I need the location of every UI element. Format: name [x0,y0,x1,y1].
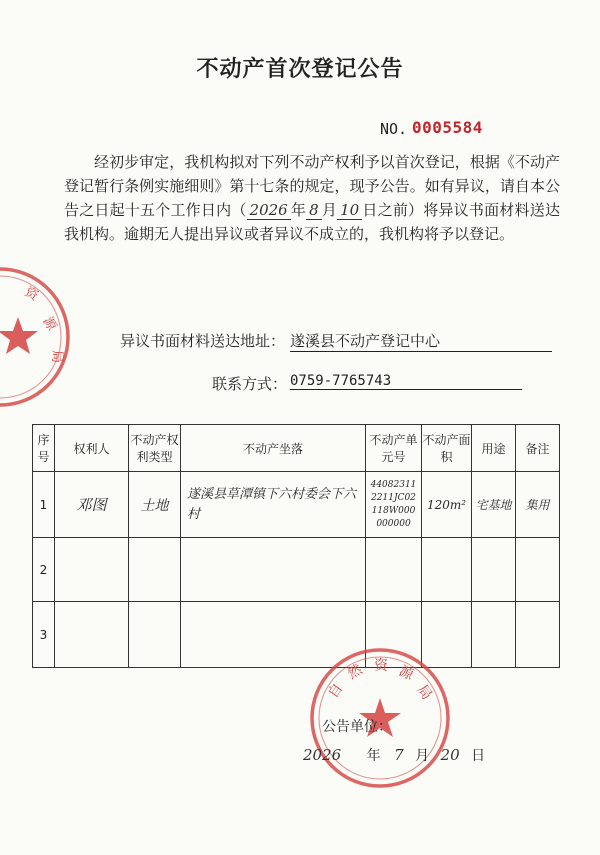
cell-use: 宅基地 [472,472,516,538]
svg-text:然: 然 [345,661,366,683]
cell-no: 1 [33,472,55,538]
page-title: 不动产首次登记公告 [196,57,404,82]
cell-holder [55,602,129,668]
date-day: 20 [440,746,460,764]
left-seal-text: 资 [22,284,41,304]
cell-no: 2 [33,538,55,602]
date-month-unit: 月 [415,748,430,764]
registration-table [32,424,560,668]
notice-body-lead: 经初步审定，我机构拟对下列不动产权利予以首次登记，根据《不动产登记暂行条例实施细则》第十七条的规定，现予公告。如有异议，请自本公告之日起十五个工作日内（ [64,153,560,219]
contact-value: 0759-7765743 [290,373,522,390]
svg-text:局: 局 [49,350,64,364]
notice-number: 0005584 [412,118,483,137]
cell-right-type [129,538,181,602]
deadline-year-unit: 年 [290,201,307,219]
cell-no: 3 [33,602,55,668]
svg-text:源: 源 [39,314,60,334]
publisher-label: 公告单位： [322,719,392,735]
date-month: 7 [394,746,404,764]
table-row [33,538,560,602]
header-location: 不动产坐落 [181,425,366,472]
address-value: 遂溪县不动产登记中心 [290,330,552,352]
header-holder: 权利人 [55,425,129,472]
header-right-type: 不动产权利类型 [129,425,181,472]
contact-label: 联系方式： [212,375,288,393]
notice-body-tail: 日之前）将异议书面材料送达我机构。逾期无人提出异议或者异议不成立的，我机构将予以登记。 [64,201,560,243]
cell-unit-no [366,538,422,602]
cell-right-type [129,602,181,668]
address-label: 异议书面材料送达地址： [120,332,286,350]
cell-location: 遂溪县草潭镇下六村委会下六村 [181,472,366,538]
table-header-row [33,425,560,472]
header-unit-no: 不动产单元号 [366,425,422,472]
header-no: 序号 [33,425,55,472]
cell-location [181,538,366,602]
cell-use [472,602,516,668]
deadline-month: 8 [306,201,322,220]
cell-unit-no: 440823112211JC02118W000000000 [366,472,422,538]
table-row [33,472,560,538]
cell-note [516,602,560,668]
cell-note [516,538,560,602]
cell-area [422,538,472,602]
seal-text: 自 [325,680,347,702]
date-year: 2026 [303,746,342,764]
cell-holder [55,538,129,602]
deadline-day: 10 [337,201,362,220]
header-area: 不动产面 积 [422,425,472,472]
date-year-unit: 年 [366,748,381,764]
table-row [33,602,560,668]
header-note: 备注 [516,425,560,472]
cell-note: 集用 [516,472,560,538]
cell-holder: 邓图 [55,472,129,538]
svg-text:局: 局 [413,682,435,703]
svg-text:源: 源 [396,663,416,684]
cell-area: 120m² [422,472,472,538]
cell-right-type: 土地 [129,472,181,538]
notice-body [64,150,560,246]
publish-date [300,745,485,765]
notice-number-label: NO. [380,120,408,138]
cell-use [472,538,516,602]
deadline-year: 2026 [247,201,291,220]
left-seal-stamp [0,262,75,412]
deadline-month-unit: 月 [321,201,338,219]
date-day-unit: 日 [471,748,486,764]
header-use: 用途 [472,425,516,472]
svg-text:资: 资 [374,658,388,674]
